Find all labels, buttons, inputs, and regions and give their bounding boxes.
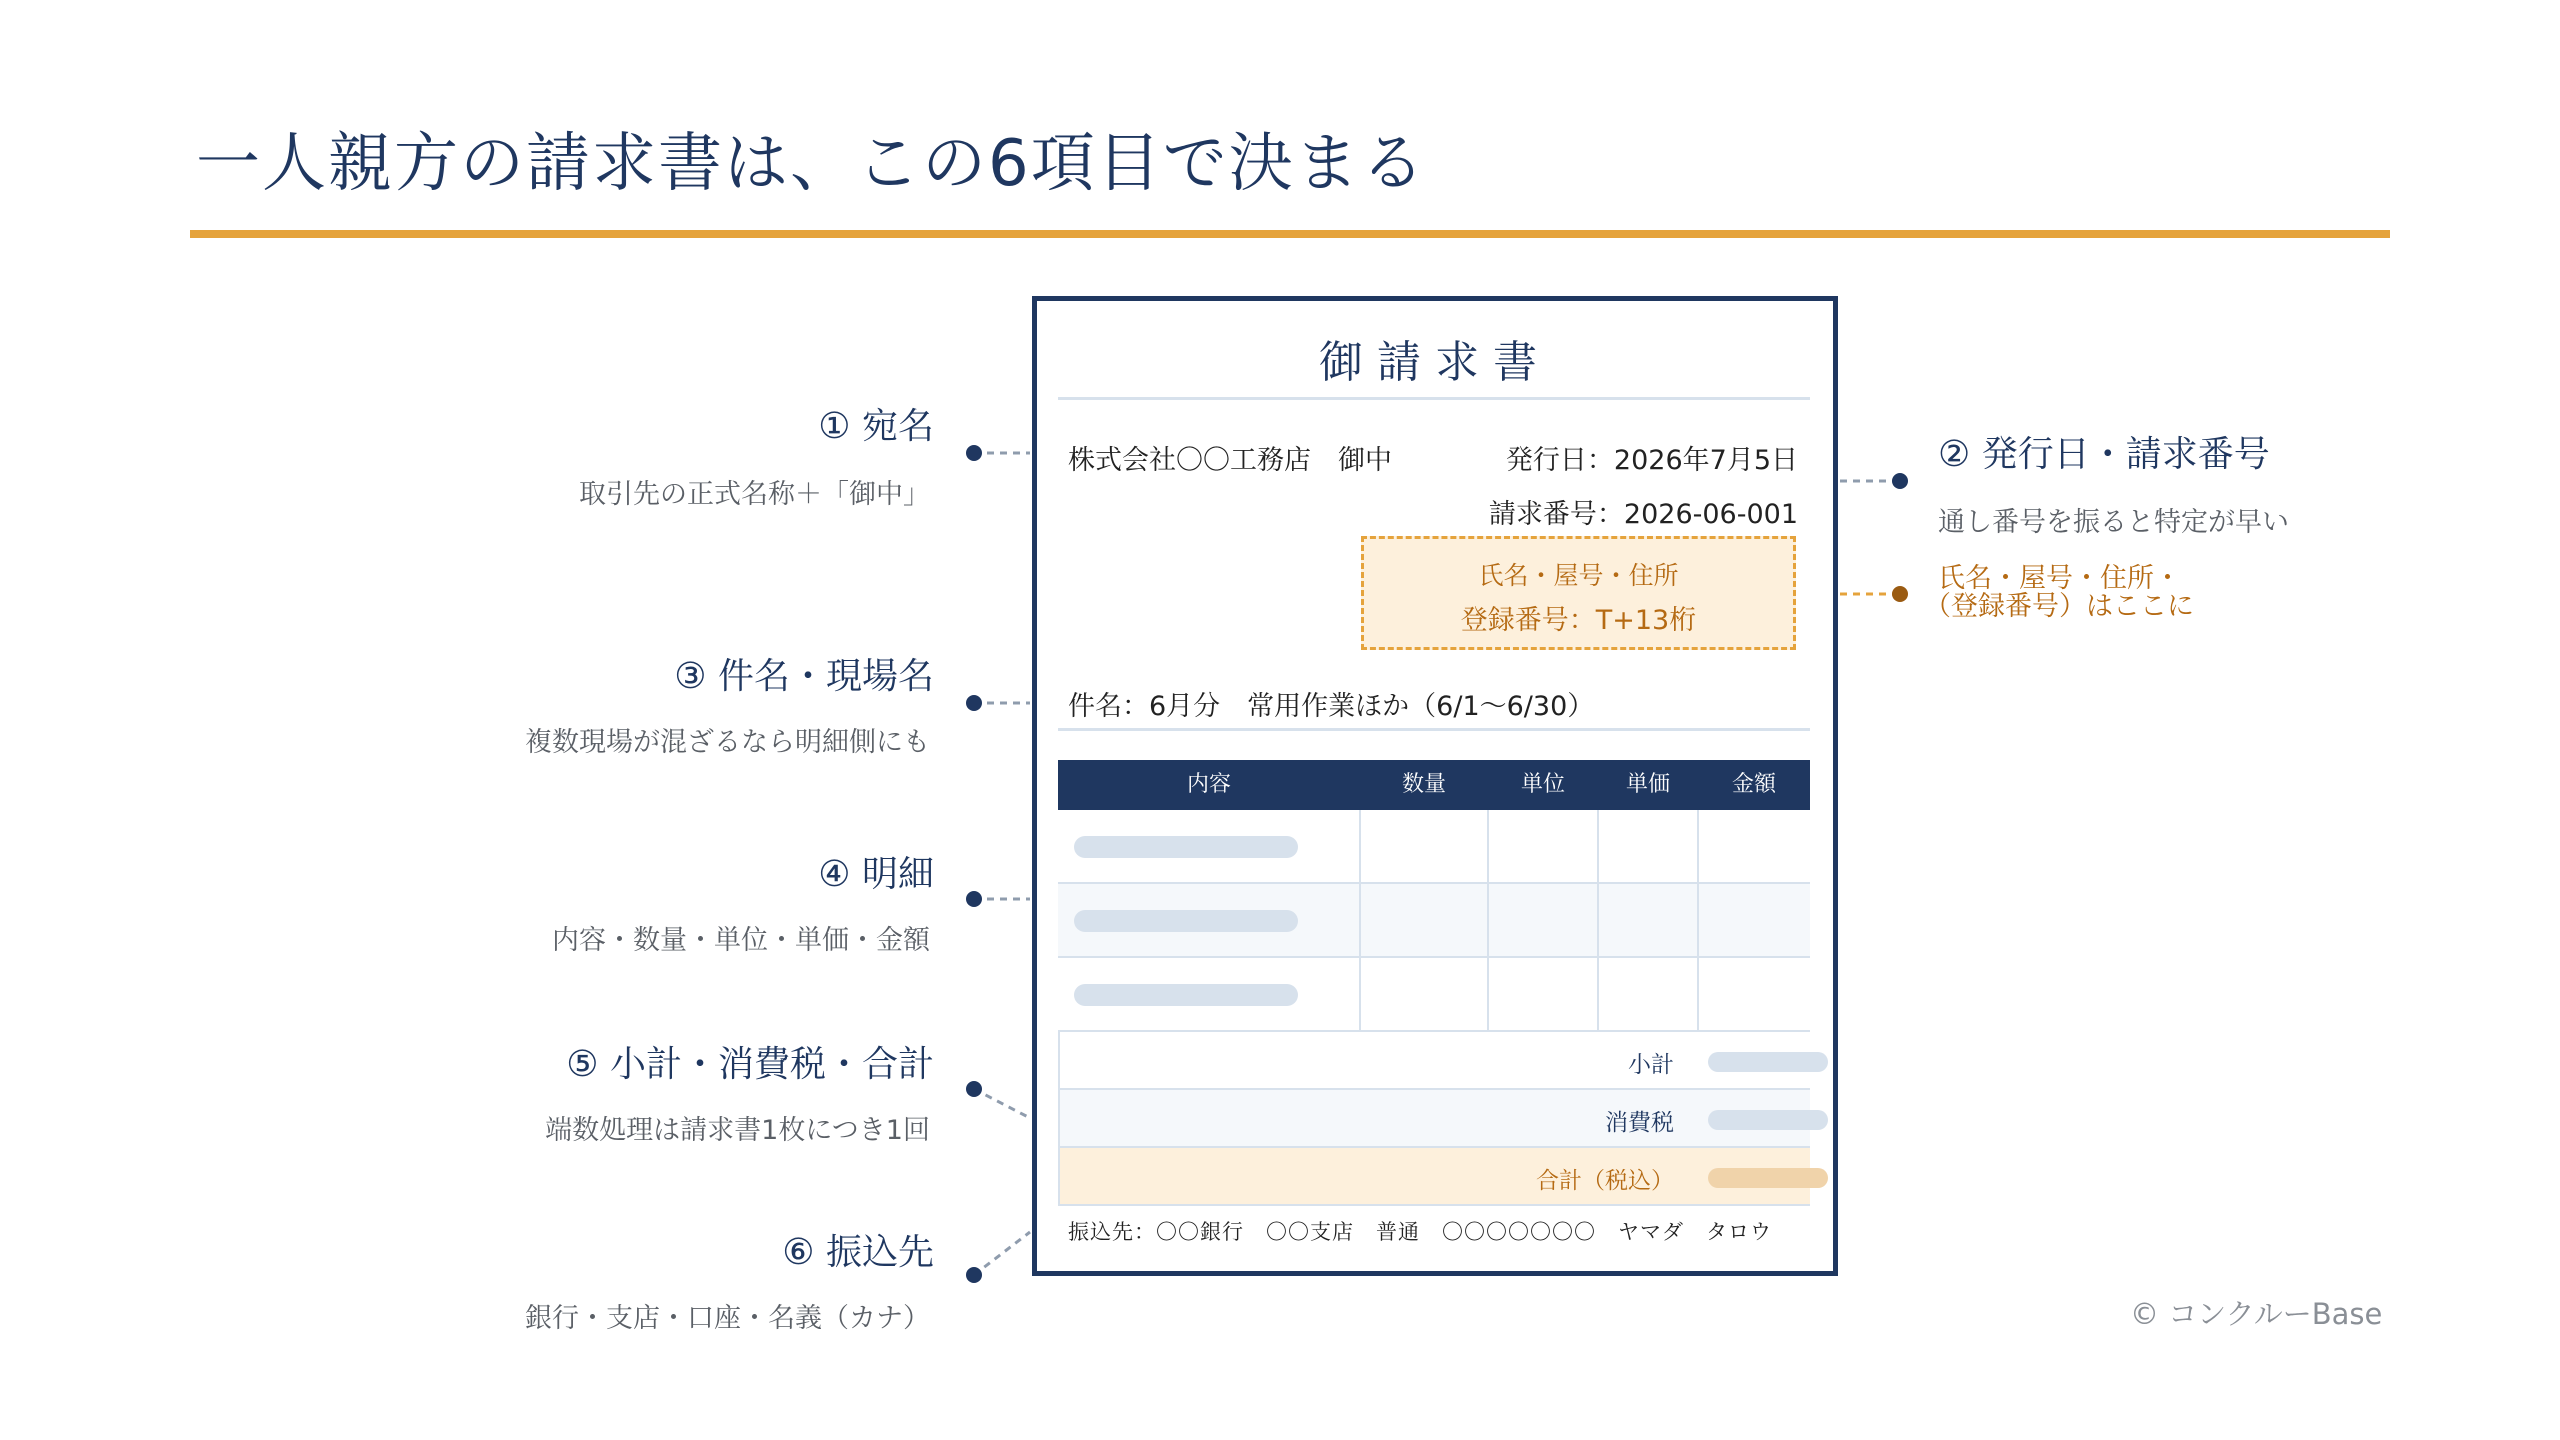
- seller-info-line1: 氏名・屋号・住所: [1478, 561, 1679, 590]
- subtotal-label: 小計: [1628, 1052, 1674, 1078]
- seller-note-line2: （登録番号）はここに: [1924, 591, 2194, 622]
- tax-label: 消費税: [1605, 1110, 1674, 1136]
- table-column-divider: [1359, 810, 1361, 1032]
- callout-date-note: 通し番号を振ると特定が早い: [1938, 507, 2289, 538]
- callout-date-label: ② 発行日・請求番号: [1938, 434, 2270, 475]
- callout-date-dot: [1892, 473, 1908, 489]
- placeholder-bar: [1708, 1110, 1828, 1130]
- invoice-number: 請求番号：2026-06-001: [1488, 499, 1798, 530]
- invoice-issue-date: 発行日：2026年7月5日: [1505, 445, 1798, 476]
- invoice-subject: 件名：6月分 常用作業ほか（6/1〜6/30）: [1068, 691, 1595, 722]
- copyright: © コンクルーBase: [2130, 1297, 2383, 1331]
- seller-info-line2: 登録番号：T+13桁: [1460, 605, 1697, 636]
- column-header-unit-price: 単価: [1625, 772, 1670, 797]
- column-header-unit: 単位: [1520, 772, 1565, 797]
- placeholder-bar: [1074, 836, 1298, 858]
- invoice-bank-details: 振込先：〇〇銀行 〇〇支店 普通 〇〇〇〇〇〇〇 ヤマダ タロウ: [1068, 1220, 1772, 1244]
- callout-details-dot: [966, 891, 982, 907]
- connector-line-6: [974, 1232, 1030, 1275]
- connector-line-5: [974, 1089, 1030, 1118]
- column-header-quantity: 数量: [1401, 772, 1446, 797]
- title-divider: [1058, 397, 1810, 400]
- total-label: 合計（税込）: [1536, 1168, 1674, 1194]
- table-column-divider: [1697, 810, 1699, 1032]
- callout-recipient-dot: [966, 445, 982, 461]
- callout-seller-dot: [1892, 586, 1908, 602]
- callout-subject-dot: [966, 695, 982, 711]
- invoice-title: 御請求書: [1319, 337, 1551, 388]
- callout-totals-dot: [966, 1081, 982, 1097]
- subtotal-row: [1058, 1032, 1810, 1090]
- callout-subject-note: 複数現場が混ざるなら明細側にも: [525, 727, 930, 758]
- column-header-amount: 金額: [1731, 772, 1776, 797]
- callout-bank-note: 銀行・支店・口座・名義（カナ）: [525, 1303, 930, 1334]
- invoice-recipient: 株式会社〇〇工務店 御中: [1068, 445, 1392, 476]
- callout-details-label: ④ 明細: [818, 854, 934, 895]
- total-row: [1058, 1148, 1810, 1206]
- placeholder-bar: [1708, 1168, 1828, 1188]
- placeholder-bar: [1708, 1052, 1828, 1072]
- table-column-divider: [1487, 810, 1489, 1032]
- placeholder-bar: [1074, 984, 1298, 1006]
- seller-note-line1: 氏名・屋号・住所・: [1938, 563, 2181, 594]
- callout-bank-dot: [966, 1267, 982, 1283]
- callout-details-note: 内容・数量・単位・単価・金額: [552, 925, 930, 956]
- callout-totals-note: 端数処理は請求書1枚につき1回: [545, 1115, 930, 1146]
- subject-divider: [1058, 728, 1810, 731]
- callout-bank-label: ⑥ 振込先: [782, 1232, 934, 1273]
- placeholder-bar: [1074, 910, 1298, 932]
- callout-recipient-note: 取引先の正式名称＋「御中」: [579, 479, 930, 510]
- table-column-divider: [1597, 810, 1599, 1032]
- page-title: 一人親方の請求書は、この6項目で決まる: [196, 127, 1427, 201]
- callout-totals-label: ⑤ 小計・消費税・合計: [566, 1044, 934, 1085]
- column-header-description: 内容: [1186, 772, 1231, 797]
- tax-row: [1058, 1090, 1810, 1148]
- callout-recipient-label: ① 宛名: [818, 406, 934, 447]
- callout-subject-label: ③ 件名・現場名: [674, 656, 934, 697]
